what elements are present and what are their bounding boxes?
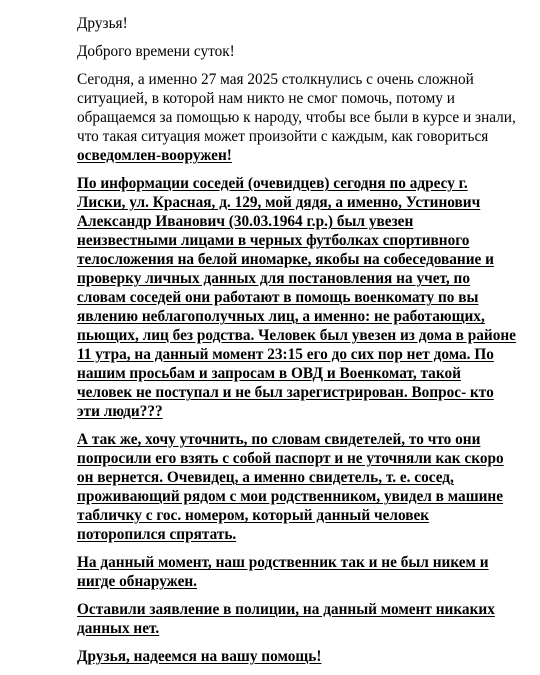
- salutation: Доброго времени суток!: [77, 43, 235, 60]
- closing-line: Друзья, надеемся на вашу помощь!: [77, 648, 322, 665]
- intro-text: Сегодня, а именно 27 мая 2025 столкнулись с очень сложной ситуацией, в которой нам никто не смог помочь, потому и обращаемся за помощью к народу, чтобы все были в курсе и знали, что такая ситуация может произойти с каждым, как говориться: [77, 71, 516, 145]
- greeting: Друзья!: [77, 15, 128, 32]
- document-body: [77, 14, 517, 675]
- police-paragraph: Оставили заявление в полиции, на данный момент никаких данных нет.: [77, 601, 495, 637]
- witness-paragraph: А так же, хочу уточнить, по словам свидетелей, то что они попросили его взять с собой паспорт и не уточняли как скоро он вернется. Очевидец, а именно свидетель, т. е. сосед, проживающий рядом с мои родственником, увидел в машине табличку с гос. номером, который данный человек поторопился спрятать.: [77, 431, 504, 543]
- intro-paragraph: [77, 70, 517, 165]
- main-paragraph: По информации соседей (очевидцев) сегодня по адресу г. Лиски, ул. Красная, д. 129, мой дядя, а именно, Устинович Александр Иванович (30.03.1964 г.р.) был увезен неизвестными лицами в черных футболках спортивного телосложения на белой иномарке, якобы на собеседование и проверку личных данных для постановления на учет, по словам соседей они работают в помощь военкомату по вы явлению неблагополучных лиц, а именно: не работающих, пьющих, лиц без родства. Человек был увезен из дома в районе 11 утра, на данный момент 23:15 его до сих пор нет дома. По нашим просьбам и запросам в ОВД и Военкомат, такой человек не поступал и не был зарегистрирован. Вопрос- кто эти люди???: [77, 175, 516, 420]
- status-paragraph: На данный момент, наш родственник так и не был никем и нигде обнаружен.: [77, 554, 489, 590]
- intro-emphasis: осведомлен-вооружен!: [77, 147, 232, 164]
